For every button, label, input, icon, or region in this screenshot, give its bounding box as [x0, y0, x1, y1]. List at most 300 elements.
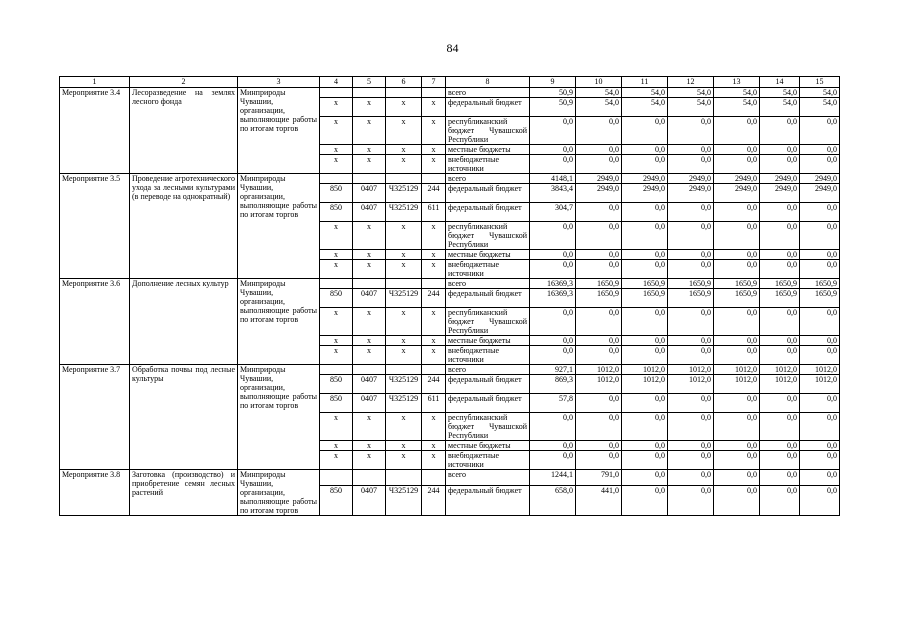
- source-cell: всего: [446, 88, 530, 98]
- code-cell: 611: [422, 203, 446, 222]
- code-cell: 0407: [353, 289, 386, 308]
- code-cell: x: [320, 98, 353, 117]
- code-cell: x: [353, 250, 386, 260]
- header-cell: 14: [760, 77, 800, 88]
- value-cell: 0,0: [668, 413, 714, 441]
- event-executor: Минприроды Чувашии, организации, выполняющие работы по итогам торгов: [238, 365, 320, 470]
- value-cell: 0,0: [622, 470, 668, 486]
- code-cell: x: [320, 222, 353, 250]
- code-cell: [353, 88, 386, 98]
- code-cell: [386, 88, 422, 98]
- code-cell: x: [320, 260, 353, 279]
- header-cell: 3: [238, 77, 320, 88]
- code-cell: x: [320, 346, 353, 365]
- code-cell: x: [353, 260, 386, 279]
- value-cell: 2949,0: [622, 174, 668, 184]
- value-cell: 16369,3: [530, 279, 576, 289]
- code-cell: x: [353, 155, 386, 174]
- value-cell: 0,0: [714, 336, 760, 346]
- value-cell: 0,0: [800, 145, 840, 155]
- value-cell: 0,0: [622, 117, 668, 145]
- value-cell: 0,0: [760, 155, 800, 174]
- event-id: Мероприятие 3.7: [60, 365, 130, 470]
- source-cell: внебюджетные источники: [446, 346, 530, 365]
- source-cell: республиканский бюджет Чувашской Республики: [446, 222, 530, 250]
- code-cell: 244: [422, 184, 446, 203]
- value-cell: 2949,0: [760, 174, 800, 184]
- value-cell: 0,0: [576, 413, 622, 441]
- header-cell: 10: [576, 77, 622, 88]
- source-cell: республиканский бюджет Чувашской Республики: [446, 117, 530, 145]
- source-cell: местные бюджеты: [446, 441, 530, 451]
- code-cell: x: [422, 441, 446, 451]
- source-cell: всего: [446, 174, 530, 184]
- code-cell: 850: [320, 394, 353, 413]
- value-cell: 2949,0: [800, 184, 840, 203]
- code-cell: [320, 365, 353, 375]
- value-cell: 0,0: [760, 441, 800, 451]
- value-cell: 2949,0: [760, 184, 800, 203]
- value-cell: 0,0: [760, 308, 800, 336]
- code-cell: x: [422, 145, 446, 155]
- header-cell: 15: [800, 77, 840, 88]
- header-cell: 5: [353, 77, 386, 88]
- value-cell: 0,0: [760, 222, 800, 250]
- code-cell: Ч325129: [386, 289, 422, 308]
- value-cell: 1650,9: [800, 279, 840, 289]
- source-cell: всего: [446, 279, 530, 289]
- code-cell: x: [386, 250, 422, 260]
- code-cell: x: [422, 336, 446, 346]
- value-cell: 0,0: [530, 222, 576, 250]
- code-cell: x: [320, 250, 353, 260]
- table-row: [60, 88, 840, 98]
- value-cell: 0,0: [714, 485, 760, 515]
- value-cell: 0,0: [760, 346, 800, 365]
- value-cell: 0,0: [760, 145, 800, 155]
- value-cell: 0,0: [576, 451, 622, 470]
- value-cell: 0,0: [668, 145, 714, 155]
- value-cell: 54,0: [622, 98, 668, 117]
- value-cell: 0,0: [668, 308, 714, 336]
- code-cell: [422, 279, 446, 289]
- code-cell: x: [320, 451, 353, 470]
- value-cell: 0,0: [800, 222, 840, 250]
- code-cell: x: [422, 308, 446, 336]
- value-cell: 54,0: [760, 88, 800, 98]
- value-cell: 1012,0: [622, 375, 668, 394]
- code-cell: x: [353, 451, 386, 470]
- value-cell: 0,0: [760, 451, 800, 470]
- code-cell: x: [422, 155, 446, 174]
- value-cell: 0,0: [800, 470, 840, 486]
- value-cell: 54,0: [800, 98, 840, 117]
- code-cell: x: [386, 260, 422, 279]
- code-cell: x: [353, 98, 386, 117]
- value-cell: 1012,0: [622, 365, 668, 375]
- value-cell: 0,0: [576, 441, 622, 451]
- code-cell: 244: [422, 375, 446, 394]
- value-cell: 0,0: [668, 222, 714, 250]
- value-cell: 0,0: [714, 394, 760, 413]
- value-cell: 0,0: [714, 260, 760, 279]
- value-cell: 0,0: [668, 394, 714, 413]
- value-cell: 0,0: [530, 117, 576, 145]
- value-cell: 0,0: [530, 441, 576, 451]
- value-cell: 0,0: [668, 203, 714, 222]
- value-cell: 0,0: [714, 413, 760, 441]
- value-cell: 927,1: [530, 365, 576, 375]
- code-cell: 0407: [353, 394, 386, 413]
- code-cell: x: [353, 336, 386, 346]
- value-cell: 0,0: [668, 117, 714, 145]
- value-cell: 50,9: [530, 98, 576, 117]
- value-cell: 57,8: [530, 394, 576, 413]
- value-cell: 0,0: [622, 155, 668, 174]
- value-cell: 0,0: [800, 394, 840, 413]
- value-cell: 0,0: [668, 441, 714, 451]
- value-cell: 2949,0: [622, 184, 668, 203]
- value-cell: 0,0: [576, 203, 622, 222]
- value-cell: 0,0: [576, 308, 622, 336]
- value-cell: 0,0: [530, 413, 576, 441]
- value-cell: 0,0: [760, 485, 800, 515]
- code-cell: [422, 174, 446, 184]
- value-cell: 1650,9: [576, 289, 622, 308]
- code-cell: 0407: [353, 485, 386, 515]
- value-cell: 0,0: [760, 117, 800, 145]
- value-cell: 1012,0: [668, 365, 714, 375]
- value-cell: 1650,9: [668, 289, 714, 308]
- value-cell: 1012,0: [714, 375, 760, 394]
- event-name: Обработка почвы под лесные культуры: [130, 365, 238, 470]
- value-cell: 1650,9: [800, 289, 840, 308]
- code-cell: 850: [320, 289, 353, 308]
- code-cell: x: [386, 451, 422, 470]
- value-cell: 1012,0: [760, 375, 800, 394]
- code-cell: [353, 365, 386, 375]
- value-cell: 1012,0: [714, 365, 760, 375]
- value-cell: 0,0: [760, 394, 800, 413]
- code-cell: x: [320, 117, 353, 145]
- value-cell: 0,0: [668, 346, 714, 365]
- source-cell: федеральный бюджет: [446, 184, 530, 203]
- value-cell: 0,0: [530, 346, 576, 365]
- header-cell: 13: [714, 77, 760, 88]
- code-cell: [386, 279, 422, 289]
- value-cell: 2949,0: [800, 174, 840, 184]
- value-cell: 0,0: [800, 441, 840, 451]
- value-cell: 0,0: [622, 451, 668, 470]
- code-cell: x: [320, 413, 353, 441]
- table-row: [60, 470, 840, 486]
- value-cell: 0,0: [530, 451, 576, 470]
- code-cell: [320, 470, 353, 486]
- value-cell: 0,0: [714, 117, 760, 145]
- value-cell: 1650,9: [622, 279, 668, 289]
- header-cell: 4: [320, 77, 353, 88]
- value-cell: 0,0: [800, 260, 840, 279]
- code-cell: x: [386, 98, 422, 117]
- code-cell: x: [353, 308, 386, 336]
- value-cell: 1012,0: [668, 375, 714, 394]
- code-cell: x: [353, 222, 386, 250]
- table-row: [60, 279, 840, 289]
- value-cell: 54,0: [668, 88, 714, 98]
- source-cell: федеральный бюджет: [446, 394, 530, 413]
- value-cell: 1650,9: [760, 279, 800, 289]
- code-cell: 850: [320, 375, 353, 394]
- code-cell: 244: [422, 289, 446, 308]
- value-cell: 2949,0: [668, 184, 714, 203]
- value-cell: 0,0: [714, 145, 760, 155]
- code-cell: x: [422, 98, 446, 117]
- value-cell: 2949,0: [714, 174, 760, 184]
- value-cell: 0,0: [668, 155, 714, 174]
- code-cell: x: [386, 336, 422, 346]
- header-cell: 9: [530, 77, 576, 88]
- code-cell: x: [422, 260, 446, 279]
- value-cell: 1650,9: [760, 289, 800, 308]
- value-cell: 0,0: [576, 117, 622, 145]
- value-cell: 0,0: [622, 145, 668, 155]
- table-row: [60, 174, 840, 184]
- value-cell: 0,0: [622, 441, 668, 451]
- code-cell: [353, 174, 386, 184]
- header-cell: 8: [446, 77, 530, 88]
- source-cell: республиканский бюджет Чувашской Республики: [446, 308, 530, 336]
- value-cell: 0,0: [760, 250, 800, 260]
- value-cell: 0,0: [530, 145, 576, 155]
- value-cell: 0,0: [714, 470, 760, 486]
- value-cell: 0,0: [800, 117, 840, 145]
- value-cell: 54,0: [668, 98, 714, 117]
- code-cell: 611: [422, 394, 446, 413]
- value-cell: 0,0: [800, 485, 840, 515]
- value-cell: 2949,0: [576, 174, 622, 184]
- code-cell: [422, 470, 446, 486]
- value-cell: 0,0: [622, 346, 668, 365]
- value-cell: 0,0: [530, 260, 576, 279]
- value-cell: 0,0: [622, 336, 668, 346]
- code-cell: [386, 470, 422, 486]
- value-cell: 1244,1: [530, 470, 576, 486]
- source-cell: федеральный бюджет: [446, 203, 530, 222]
- code-cell: Ч325129: [386, 375, 422, 394]
- value-cell: 1012,0: [800, 375, 840, 394]
- value-cell: 0,0: [760, 413, 800, 441]
- code-cell: x: [422, 250, 446, 260]
- code-cell: x: [386, 145, 422, 155]
- event-id: Мероприятие 3.6: [60, 279, 130, 365]
- source-cell: внебюджетные источники: [446, 451, 530, 470]
- value-cell: 1650,9: [714, 279, 760, 289]
- value-cell: 54,0: [760, 98, 800, 117]
- source-cell: внебюджетные источники: [446, 260, 530, 279]
- code-cell: [353, 470, 386, 486]
- value-cell: 0,0: [800, 336, 840, 346]
- source-cell: внебюджетные источники: [446, 155, 530, 174]
- value-cell: 0,0: [760, 336, 800, 346]
- header-cell: 6: [386, 77, 422, 88]
- event-name: Дополнение лесных культур: [130, 279, 238, 365]
- value-cell: 304,7: [530, 203, 576, 222]
- source-cell: федеральный бюджет: [446, 98, 530, 117]
- value-cell: 0,0: [668, 485, 714, 515]
- code-cell: x: [386, 155, 422, 174]
- code-cell: x: [386, 413, 422, 441]
- header-row: [60, 77, 840, 88]
- value-cell: 0,0: [800, 155, 840, 174]
- value-cell: 0,0: [800, 451, 840, 470]
- value-cell: 1012,0: [760, 365, 800, 375]
- code-cell: 244: [422, 485, 446, 515]
- code-cell: 0407: [353, 184, 386, 203]
- event-name: Лесоразведение на землях лесного фонда: [130, 88, 238, 174]
- code-cell: [386, 174, 422, 184]
- source-cell: всего: [446, 365, 530, 375]
- code-cell: [320, 279, 353, 289]
- value-cell: 0,0: [530, 336, 576, 346]
- code-cell: x: [422, 451, 446, 470]
- value-cell: 0,0: [668, 250, 714, 260]
- value-cell: 0,0: [622, 203, 668, 222]
- event-executor: Минприроды Чувашии, организации, выполняющие работы по итогам торгов: [238, 279, 320, 365]
- event-executor: Минприроды Чувашии, организации, выполняющие работы по итогам торгов: [238, 174, 320, 279]
- value-cell: 791,0: [576, 470, 622, 486]
- value-cell: 0,0: [714, 308, 760, 336]
- code-cell: x: [422, 346, 446, 365]
- value-cell: 0,0: [760, 260, 800, 279]
- event-id: Мероприятие 3.5: [60, 174, 130, 279]
- code-cell: [386, 365, 422, 375]
- value-cell: 0,0: [668, 451, 714, 470]
- value-cell: 54,0: [622, 88, 668, 98]
- value-cell: 54,0: [800, 88, 840, 98]
- source-cell: местные бюджеты: [446, 145, 530, 155]
- value-cell: 0,0: [576, 336, 622, 346]
- code-cell: x: [320, 308, 353, 336]
- value-cell: 2949,0: [714, 184, 760, 203]
- value-cell: 1012,0: [576, 375, 622, 394]
- event-name: Заготовка (производство) и приобретение семян лесных растений: [130, 470, 238, 516]
- value-cell: 54,0: [576, 88, 622, 98]
- code-cell: [320, 174, 353, 184]
- code-cell: x: [353, 346, 386, 365]
- value-cell: 1650,9: [576, 279, 622, 289]
- code-cell: 850: [320, 485, 353, 515]
- value-cell: 50,9: [530, 88, 576, 98]
- code-cell: Ч325129: [386, 485, 422, 515]
- header-cell: 12: [668, 77, 714, 88]
- value-cell: 0,0: [800, 346, 840, 365]
- value-cell: 0,0: [714, 155, 760, 174]
- code-cell: x: [422, 413, 446, 441]
- source-cell: местные бюджеты: [446, 250, 530, 260]
- value-cell: 0,0: [714, 222, 760, 250]
- code-cell: Ч325129: [386, 394, 422, 413]
- value-cell: 0,0: [714, 441, 760, 451]
- value-cell: 0,0: [530, 250, 576, 260]
- code-cell: [422, 88, 446, 98]
- code-cell: x: [386, 346, 422, 365]
- value-cell: 0,0: [622, 485, 668, 515]
- value-cell: 0,0: [576, 260, 622, 279]
- value-cell: 16369,3: [530, 289, 576, 308]
- value-cell: 0,0: [668, 336, 714, 346]
- code-cell: [422, 365, 446, 375]
- value-cell: 2949,0: [576, 184, 622, 203]
- value-cell: 0,0: [530, 155, 576, 174]
- value-cell: 0,0: [530, 308, 576, 336]
- code-cell: x: [386, 308, 422, 336]
- header-cell: 11: [622, 77, 668, 88]
- value-cell: 1650,9: [622, 289, 668, 308]
- event-executor: Минприроды Чувашии, организации, выполняющие работы по итогам торгов: [238, 470, 320, 516]
- code-cell: x: [320, 155, 353, 174]
- code-cell: [353, 279, 386, 289]
- event-id: Мероприятие 3.8: [60, 470, 130, 516]
- code-cell: x: [422, 222, 446, 250]
- code-cell: 0407: [353, 375, 386, 394]
- header-cell: 1: [60, 77, 130, 88]
- source-cell: федеральный бюджет: [446, 375, 530, 394]
- code-cell: x: [353, 145, 386, 155]
- value-cell: 3843,4: [530, 184, 576, 203]
- code-cell: 850: [320, 184, 353, 203]
- code-cell: x: [320, 441, 353, 451]
- value-cell: 0,0: [576, 346, 622, 365]
- value-cell: 4148,1: [530, 174, 576, 184]
- value-cell: 0,0: [714, 203, 760, 222]
- event-name: Проведение агротехнического ухода за лесными культурами (в переводе на однократный): [130, 174, 238, 279]
- page-number: 84: [446, 41, 459, 55]
- value-cell: 441,0: [576, 485, 622, 515]
- budget-table: [59, 76, 840, 516]
- code-cell: x: [353, 413, 386, 441]
- code-cell: x: [353, 441, 386, 451]
- value-cell: 869,3: [530, 375, 576, 394]
- value-cell: 0,0: [622, 250, 668, 260]
- value-cell: 0,0: [714, 250, 760, 260]
- table-row: [60, 365, 840, 375]
- source-cell: федеральный бюджет: [446, 485, 530, 515]
- value-cell: 54,0: [576, 98, 622, 117]
- value-cell: 0,0: [668, 260, 714, 279]
- code-cell: x: [353, 117, 386, 145]
- value-cell: 0,0: [622, 260, 668, 279]
- value-cell: 0,0: [800, 203, 840, 222]
- code-cell: x: [386, 117, 422, 145]
- header-cell: 2: [130, 77, 238, 88]
- code-cell: Ч325129: [386, 203, 422, 222]
- code-cell: x: [386, 222, 422, 250]
- value-cell: 0,0: [622, 308, 668, 336]
- value-cell: 1650,9: [714, 289, 760, 308]
- value-cell: 0,0: [714, 346, 760, 365]
- code-cell: x: [320, 336, 353, 346]
- code-cell: x: [320, 145, 353, 155]
- value-cell: 0,0: [668, 470, 714, 486]
- value-cell: 54,0: [714, 88, 760, 98]
- code-cell: x: [422, 117, 446, 145]
- value-cell: 0,0: [800, 308, 840, 336]
- value-cell: 0,0: [576, 250, 622, 260]
- value-cell: 0,0: [622, 413, 668, 441]
- value-cell: 0,0: [576, 222, 622, 250]
- source-cell: республиканский бюджет Чувашской Республики: [446, 413, 530, 441]
- source-cell: всего: [446, 470, 530, 486]
